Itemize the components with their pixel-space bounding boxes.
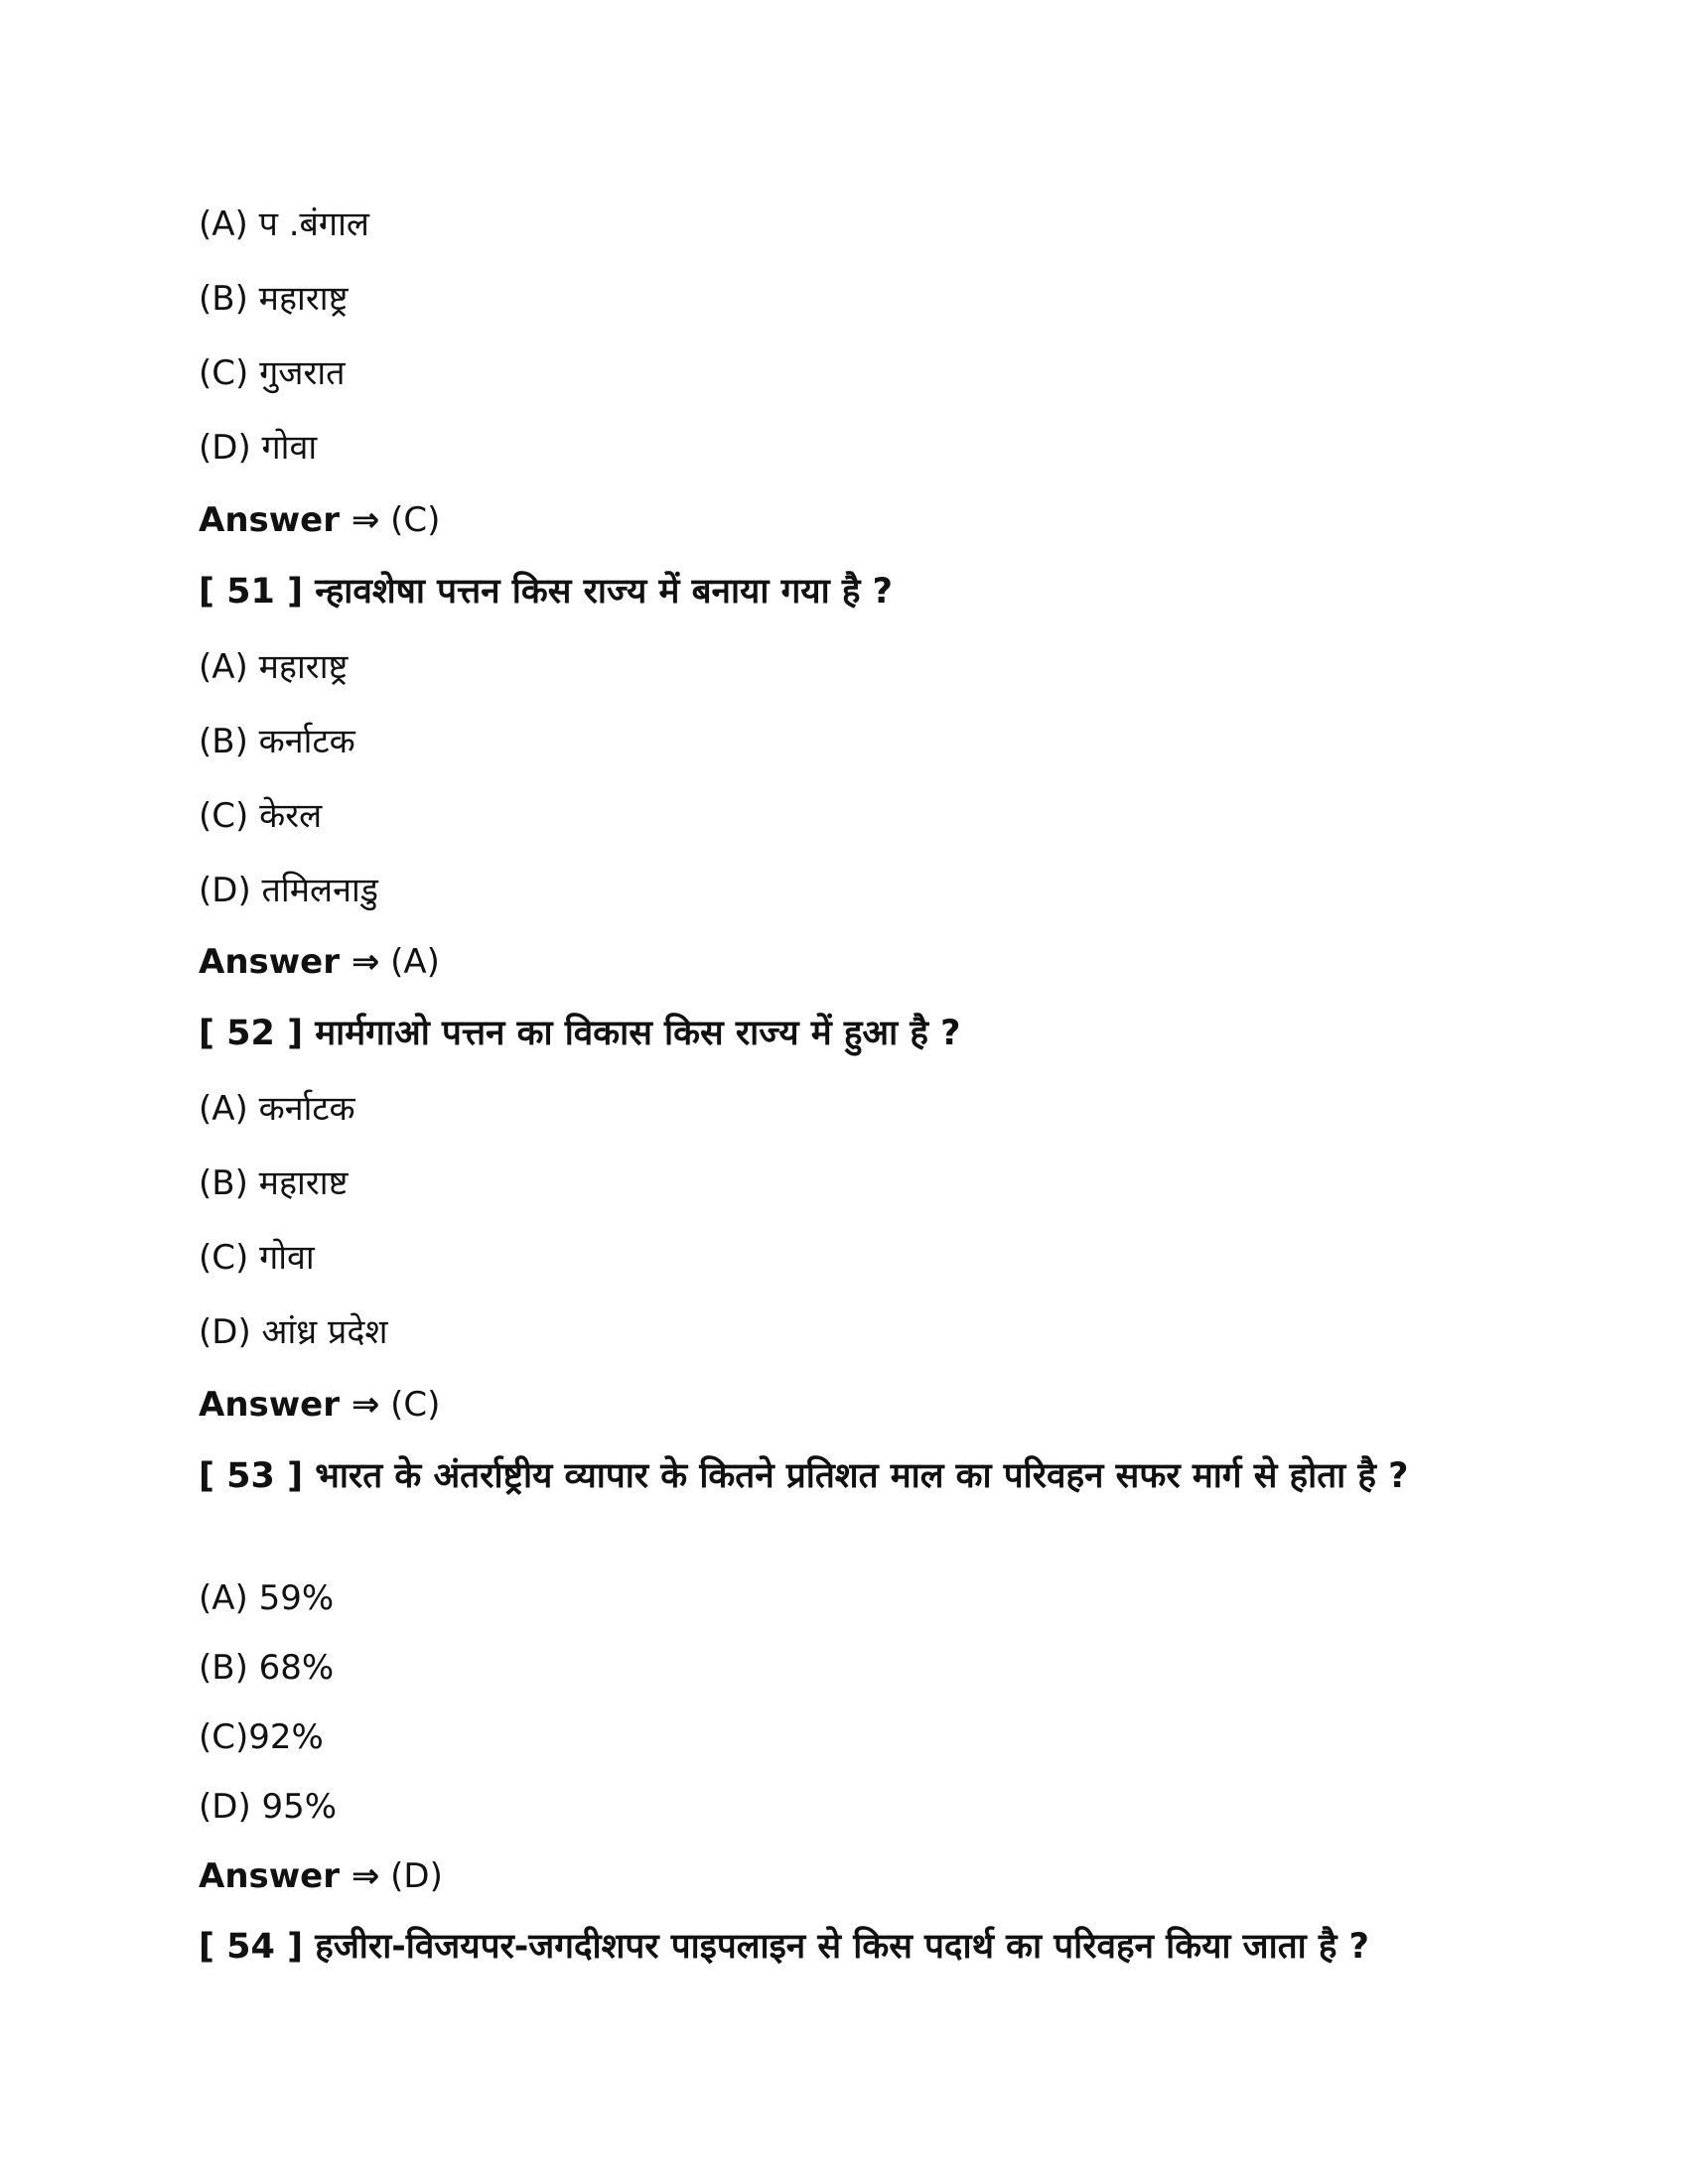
option-b: (B) महाराष्ट्र xyxy=(199,279,349,319)
answer-label: Answer ⇒ xyxy=(199,1385,380,1425)
option-b: (B) कर्नाटक xyxy=(199,722,355,761)
question-52: [ 52 ] मार्मगाओ पत्तन का विकास किस राज्य में हुआ है ? xyxy=(199,1014,961,1053)
option-d: (D) आंध्र प्रदेश xyxy=(199,1312,388,1352)
answer-label: Answer ⇒ xyxy=(199,500,380,540)
option-c: (C) गोवा xyxy=(199,1238,315,1278)
option-c: (C)92% xyxy=(199,1717,324,1757)
option-a: (A) कर्नाटक xyxy=(199,1089,355,1129)
answer-value: (C) xyxy=(379,500,441,540)
question-53: [ 53 ] भारत के अंतर्राष्ट्रीय व्यापार के कितने प्रतिशत माल का परिवहन सफर मार्ग से होता है ? xyxy=(199,1456,1409,1496)
option-a: (A) 59% xyxy=(199,1578,335,1618)
option-d: (D) 95% xyxy=(199,1787,338,1827)
question-51: [ 51 ] न्हावशेषा पत्तन किस राज्य में बनाया गया है ? xyxy=(199,572,893,612)
option-b: (B) महाराष्ट xyxy=(199,1163,349,1203)
answer-line xyxy=(199,1381,1509,1429)
option-b: (B) 68% xyxy=(199,1648,335,1688)
option-c: (C) केरल xyxy=(199,796,323,836)
question-54: [ 54 ] हजीरा-विजयपर-जगदीशपर पाइपलाइन से किस पदार्थ का परिवहन किया जाता है ? xyxy=(199,1927,1369,1967)
answer-line xyxy=(199,938,1509,986)
answer-label: Answer ⇒ xyxy=(199,942,380,982)
answer-value: (D) xyxy=(379,1856,443,1896)
option-a: (A) प .बंगाल xyxy=(199,205,369,244)
option-d: (D) गोवा xyxy=(199,428,318,468)
answer-value: (A) xyxy=(379,942,440,982)
option-c: (C) गुजरात xyxy=(199,353,346,393)
option-a: (A) महाराष्ट्र xyxy=(199,647,349,687)
option-d: (D) तमिलनाडु xyxy=(199,871,378,910)
answer-line xyxy=(199,496,1509,544)
answer-value: (C) xyxy=(379,1385,441,1425)
answer-line xyxy=(199,1852,1509,1900)
answer-label: Answer ⇒ xyxy=(199,1856,380,1896)
